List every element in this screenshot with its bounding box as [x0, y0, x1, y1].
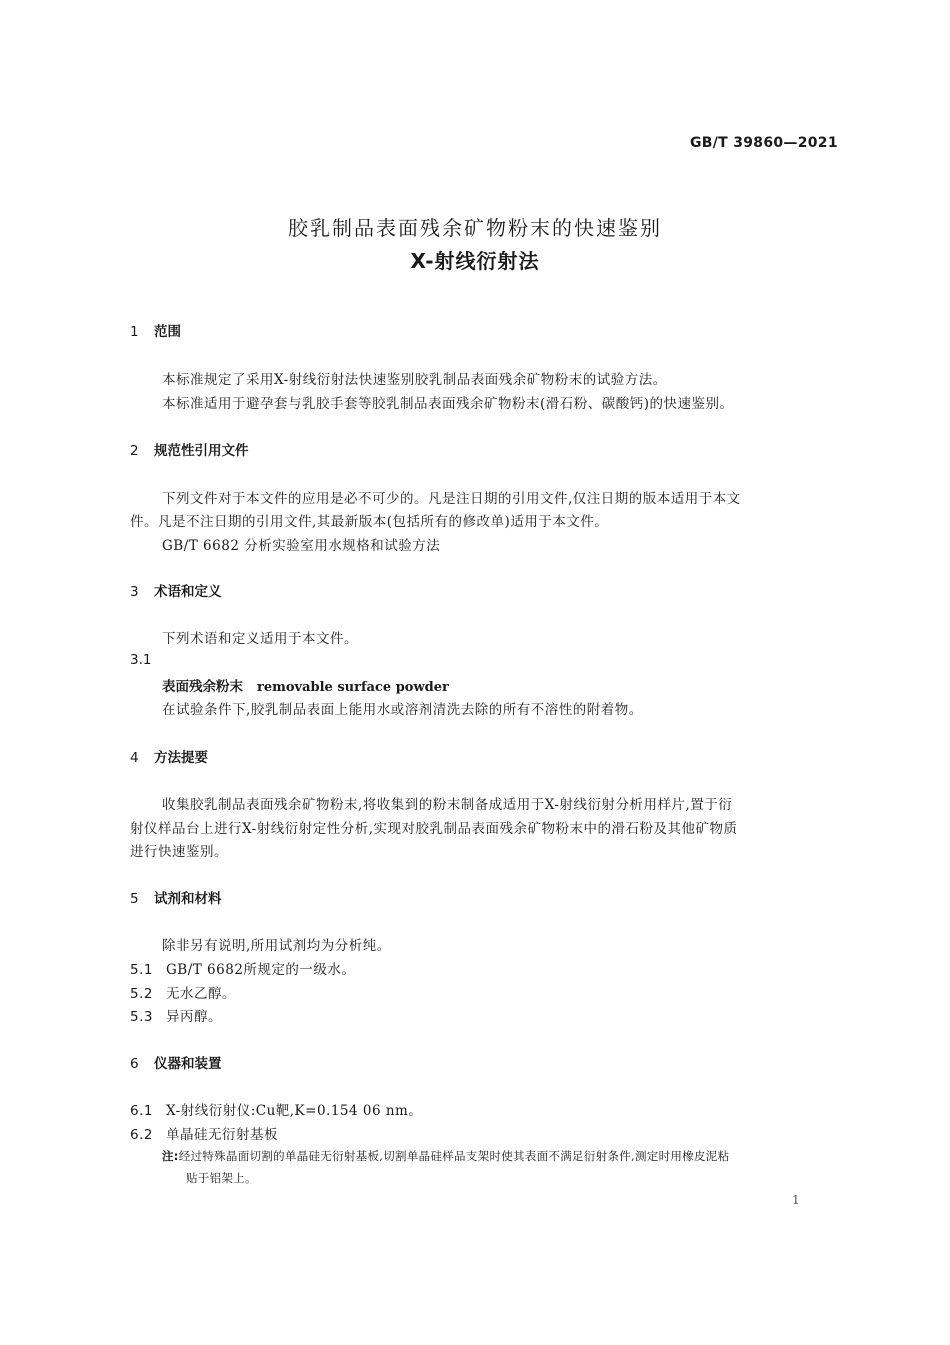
paragraph: 下列文件对于本文件的应用是必不可少的。凡是注日期的引用文件,仅注日期的版本适用于本文 [162, 491, 741, 507]
term-entry [162, 675, 449, 695]
normative-reference: GB/T 6682 分析实验室用水规格和试验方法 [162, 538, 441, 554]
note-continuation: 贴于铝架上。 [186, 1171, 257, 1185]
section-number: 4 [130, 750, 139, 766]
section-2-heading [130, 439, 249, 459]
section-number: 5 [130, 891, 139, 907]
paragraph: 收集胶乳制品表面残余矿物粉末,将收集到的粉末制备成适用于X-射线衍射分析用样片,置于衍 [162, 797, 733, 813]
item-text: X-射线衍射仪:Cu靶,K=0.154 06 nm。 [166, 1103, 423, 1119]
section-number: 2 [130, 443, 139, 459]
section-title: 方法提要 [154, 750, 208, 766]
section-1-heading [130, 320, 181, 340]
section-number: 1 [130, 324, 139, 340]
section-title: 术语和定义 [154, 584, 222, 600]
item-text: 单晶硅无衍射基板 [166, 1127, 278, 1143]
section-number: 6 [130, 1056, 139, 1072]
item-number: 6.2 [130, 1127, 153, 1143]
paragraph: 除非另有说明,所用试剂均为分析纯。 [162, 938, 391, 954]
paragraph: 下列术语和定义适用于本文件。 [162, 631, 358, 647]
list-item [130, 958, 355, 978]
item-text: 异丙醇。 [166, 1009, 222, 1025]
paragraph: 本标准适用于避孕套与乳胶手套等胶乳制品表面残余矿物粉末(滑石粉、碳酸钙)的快速鉴别。 [162, 396, 734, 412]
section-title: 规范性引用文件 [154, 443, 249, 459]
paragraph: 件。凡是不注日期的引用文件,其最新版本(包括所有的修改单)适用于本文件。 [130, 514, 609, 530]
standard-number: GB/T 39860—2021 [690, 135, 838, 151]
item-number: 5.1 [130, 962, 153, 978]
document-title: 胶乳制品表面残余矿物粉末的快速鉴别 [288, 216, 662, 240]
list-item [130, 1123, 278, 1143]
term-definition: 在试验条件下,胶乳制品表面上能用水或溶剂清洗去除的所有不溶性的附着物。 [162, 702, 643, 718]
list-item [130, 1099, 422, 1119]
section-6-heading [130, 1052, 222, 1072]
term-number: 3.1 [130, 652, 152, 668]
document-subtitle: X-射线衍射法 [410, 249, 540, 273]
section-4-heading [130, 746, 208, 766]
term-english: removable surface powder [257, 680, 449, 695]
paragraph: 射仪样品台上进行X-射线衍射定性分析,实现对胶乳制品表面残余矿物粉末中的滑石粉及其他矿物质 [130, 821, 738, 837]
section-3-heading [130, 580, 222, 600]
section-title: 仪器和装置 [154, 1056, 222, 1072]
section-title: 范围 [154, 324, 181, 340]
paragraph: 进行快速鉴别。 [130, 844, 228, 860]
note-label: 注: [162, 1149, 179, 1163]
section-number: 3 [130, 584, 139, 600]
page-number: 1 [792, 1193, 800, 1207]
item-number: 6.1 [130, 1103, 153, 1119]
note [162, 1148, 729, 1164]
item-text: 无水乙醇。 [166, 986, 236, 1002]
list-item [130, 1005, 222, 1025]
list-item [130, 982, 236, 1002]
item-number: 5.3 [130, 1009, 153, 1025]
section-5-heading [130, 887, 222, 907]
section-title: 试剂和材料 [154, 891, 222, 907]
item-number: 5.2 [130, 986, 153, 1002]
paragraph: 本标准规定了采用X-射线衍射法快速鉴别胶乳制品表面残余矿物粉末的试验方法。 [162, 372, 667, 388]
item-text: GB/T 6682所规定的一级水。 [166, 962, 356, 978]
note-text: 经过特殊晶面切割的单晶硅无衍射基板,切割单晶硅样品支架时使其表面不满足衍射条件,测定时用橡皮泥粘 [178, 1149, 730, 1163]
term-chinese: 表面残余粉末 [162, 679, 243, 695]
